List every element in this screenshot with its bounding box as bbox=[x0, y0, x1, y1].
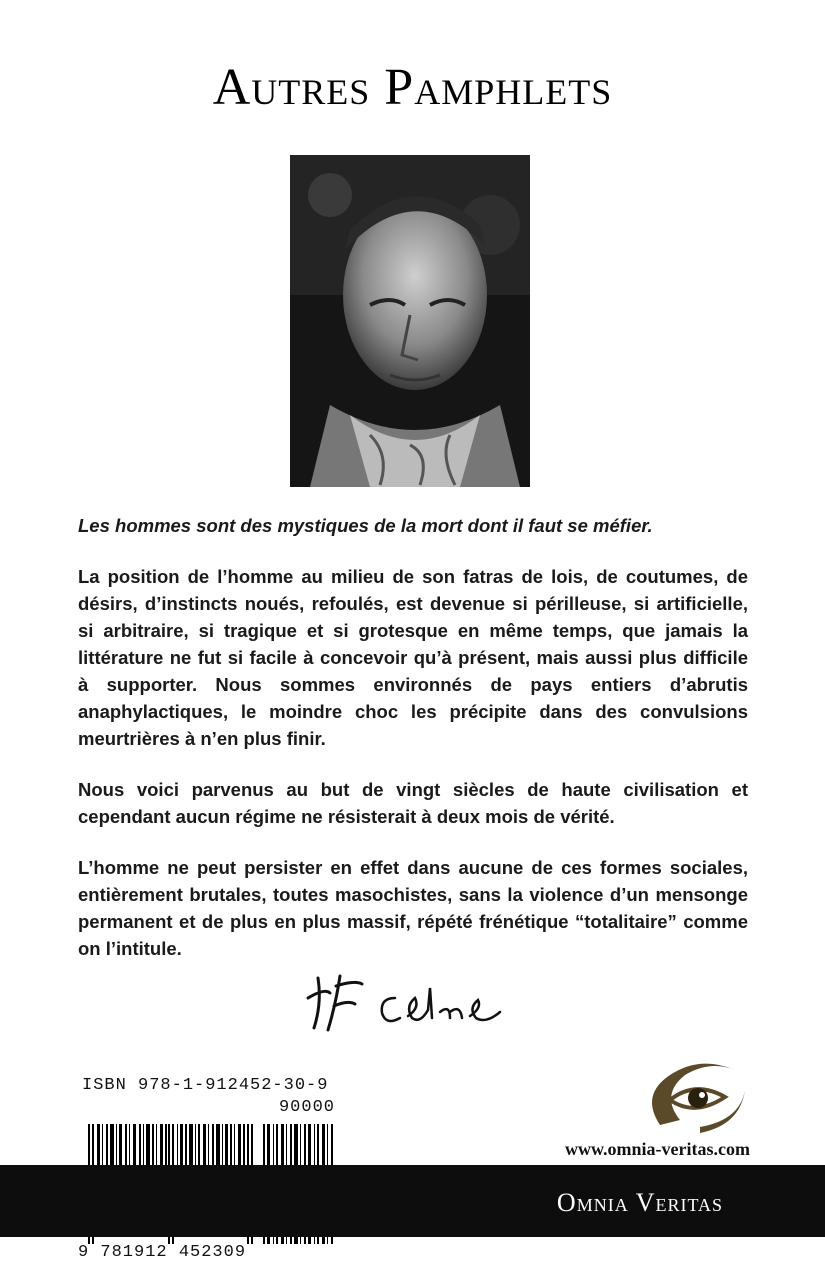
publisher-name: Omnia Veritas bbox=[556, 1188, 724, 1217]
paragraph-2: Nous voici parvenus au but de vingt siècles de haute civilisation et cependant aucun régime ne résisterait à deux mois de vérité. bbox=[78, 779, 748, 827]
paragraph-1: La position de l’homme au milieu de son fatras de lois, de coutumes, de désirs, d’instincts noués, refoulés, est devenue si périlleuse, si artificielle, si arbitraire, si tragique et si grotesque en même temps, que jamais la littérature ne fut si facile à concevoir qu’à présent, mais aussi plus difficile à supporter. Nous sommes environnés de pays entiers d’abrutis anaphylactiques, le moindre choc les précipite dans des convulsions meurtrières à n’en plus finir. bbox=[78, 566, 748, 749]
author-signature bbox=[300, 968, 530, 1038]
publisher-website[interactable]: www.omnia-veritas.com bbox=[565, 1139, 750, 1159]
ean-digits: 9 781912 452309 bbox=[78, 1243, 247, 1262]
price-code: 90000 bbox=[278, 1098, 335, 1117]
eye-logo-icon bbox=[640, 1055, 750, 1137]
paragraph-3: L’homme ne peut persister en effet dans aucune de ces formes sociales, entièrement brutales, toutes masochistes, sans la violence d’un mensonge permanent et de plus en plus massif, répété frénétique “totalitaire” comme on l’intitule. bbox=[78, 857, 748, 959]
isbn-label: ISBN 978-1-912452-30-9 bbox=[82, 1076, 329, 1095]
author-portrait bbox=[290, 155, 530, 487]
book-title: Autres Pamphlets bbox=[212, 59, 613, 116]
epigraph-quote: Les hommes sont des mystiques de la mort dont il faut se méfier. bbox=[78, 515, 653, 536]
back-cover-text bbox=[78, 512, 748, 986]
